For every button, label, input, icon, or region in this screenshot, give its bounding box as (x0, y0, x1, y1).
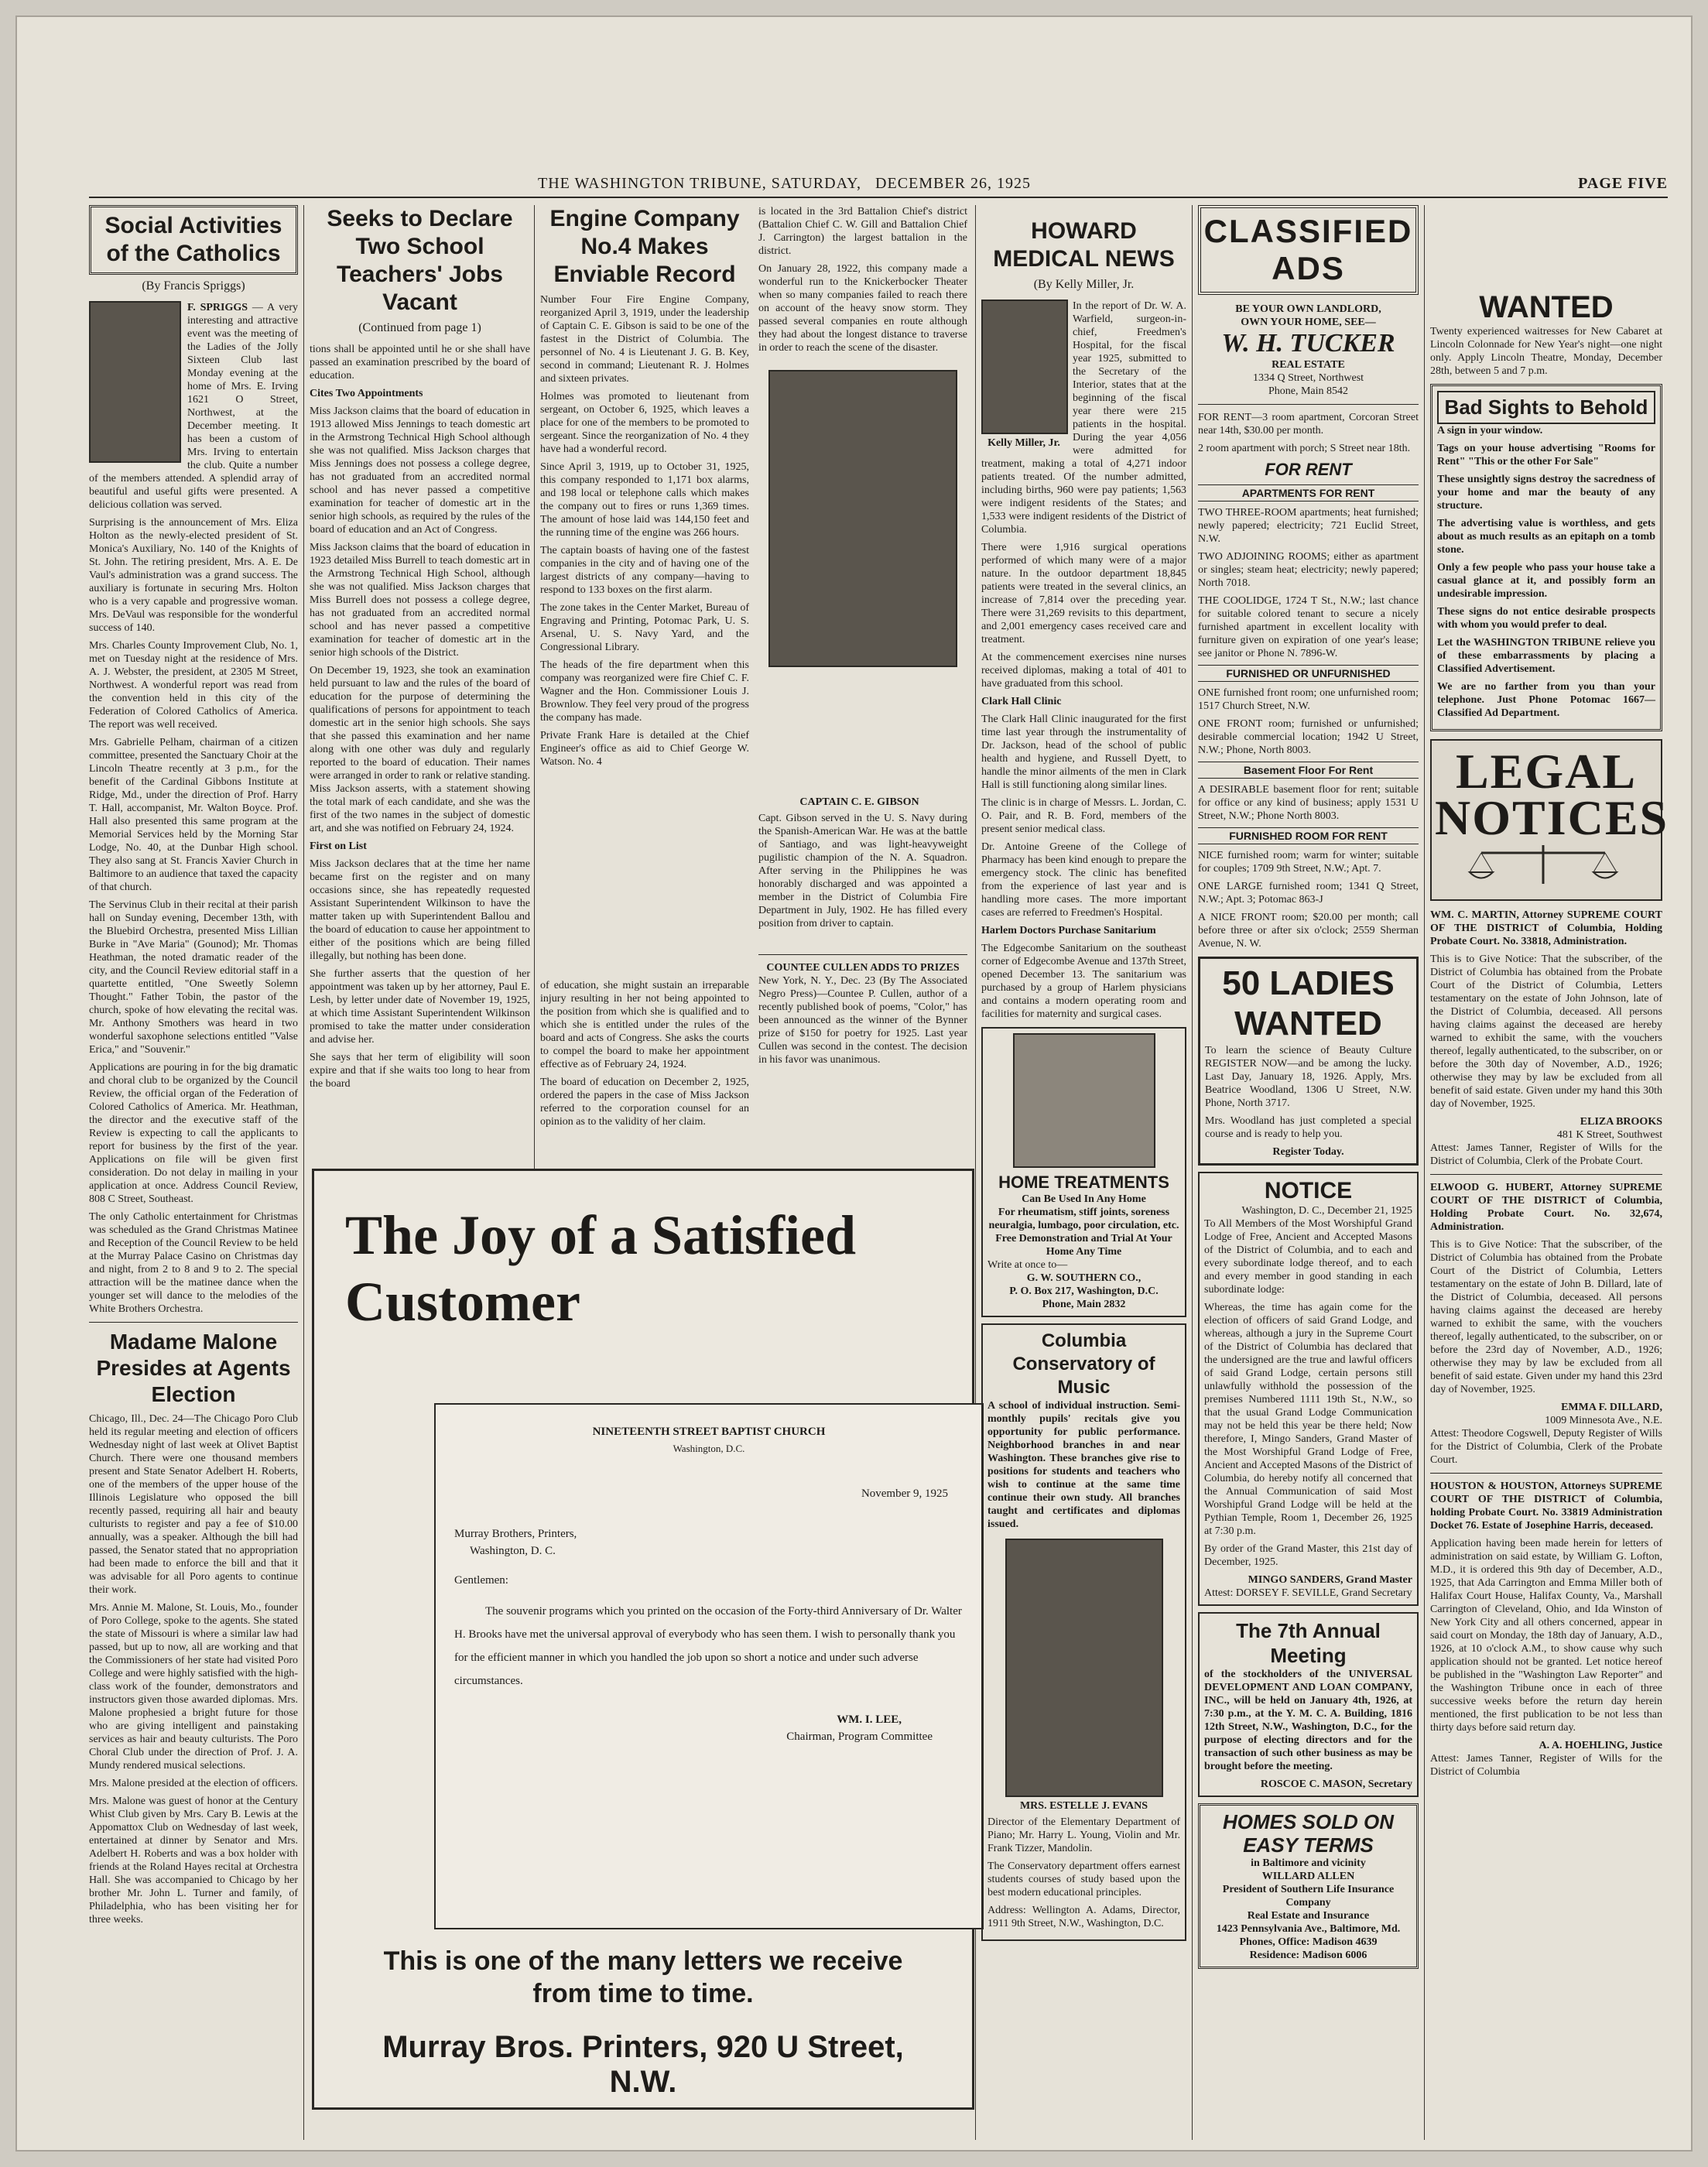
testimonial-letter (434, 1403, 984, 1929)
annual-meeting-notice: The 7th Annual Meeting of the stockholders of the UNIVERSAL DEVELOPMENT AND LOAN COMPANY, INC., will be held on January 4th, 1926, at 7:30 p.m., at the Y. M. C. A. Building, 1816 12th Street, N.W., Washington, D.C., for the purpose of electing directors and for the transaction of such other business as may be brought before the meeting. ROSCOE C. MASON, Secretary (1198, 1612, 1419, 1797)
legal-notices-banner (1430, 739, 1669, 901)
photo-caption: Kelly Miller, Jr. (987, 437, 1060, 449)
article-paragraph: She further asserts that the question of her appointment was taken up by her attorney, Paul E. Lesh, by letter under date of November 19, 1925, at which time Assistant Superintendent Wilkinson promised to take the matter under consideration and advise her. (310, 968, 530, 1046)
article-paragraph: Miss Jackson claims that the board of education in 1923 detailed Miss Burrell to teach domestic art in the Armstrong Technical High School, although she was not qualified. Miss Jackson charges that Miss Burrell does not possess a college degree, has not graduated from an accredited normal school and has never passed a competitive examination for teacher of domestic art in the senior high schools of the District. (310, 542, 530, 659)
article-paragraph: On December 19, 1923, she took an examination held pursuant to law and the rules of the board of education for the purpose of determining the qualifications of persons for appointment to teach domestic art in the senior high schools. She says that she passed this examination and her name along with one other was duly and regularly reported to the board of education. Their names were arranged in order to rank or relative standing. Miss Jackson asserts, with a statement showing the total mark of each candidate, and she was the first of the two names in the subject of domestic art, and she was notified on February 24, 1924. (310, 665, 530, 834)
article-paragraph: The Edgecombe Sanitarium on the southeast corner of Edgecombe Avenue and 137th Street, opened December 13. The sanitarium was purchased by a group of Harlem physicians and contains a modern operating room and facilities for maternity and surgical cases. (981, 943, 1186, 1020)
church-city: Washington, D.C. (673, 1443, 745, 1454)
letter-signature-title: Chairman, Program Committee (786, 1731, 933, 1743)
article-paragraph: Mrs. Gabrielle Pelham, chairman of a citizen committee, presented the Sanctuary Choir at the Lincoln Theatre recently at 3 p.m., for the benefit of the Cardinal Gibbons Institute at Ridge, Md., under the direction of Prof. Harry T. Hall, accompanist, Mr. Walton Boyce. Prof. Hall also presented this same program at the Memorial Services held by the Morning Star Lodge, No. 40, at the Dunbar High school. They also sang at St. Francis Xavier Church in Baltimore to an audience that taxed the capacity of that church. (89, 737, 298, 893)
letter-address-line: Murray Brothers, Printers, (454, 1528, 577, 1540)
article-paragraph: The clinic is in charge of Messrs. L. Jordan, C. O. Pair, and R. B. Ford, members of the present senior medical class. (981, 797, 1186, 835)
homes-sold-ad: HOMES SOLD ON EASY TERMS in Baltimore and vicinity WILLARD ALLEN President of Southern Life Insurance Company Real Estate and Insurance 1423 Pennsylvania Ave., Baltimore, Md. Phones, Office: Madison 4639 Residence: Madison 6006 (1198, 1803, 1419, 1969)
article-paragraph: The Clark Hall Clinic inaugurated for the first time last year through the instrumentality of Dr. Jackson, head of the school of public health and hygiene, and Russell Dyett, to handle the minor ailments of the men in Clark Hall is still functioning along similar lines. (981, 714, 1186, 791)
subhead: Clark Hall Clinic (981, 696, 1062, 707)
article-paragraph: The zone takes in the Center Market, Bureau of Engraving and Printing, Potomac Park, U. S. Arsenal, U. S. Navy Yard, and the Congressional Library. (540, 602, 749, 653)
column-wanted-legal: WANTED Twenty experienced waitresses for New Cabaret at Lincoln Colonnade for New Year's night—one night only. Apply Lincoln Theatre, Monday, December 28th, between 5 and 7 p.m. Bad Sights to Behold A sign in your window. Tags on your house advertising "Rooms for Rent" "This or the other For Sale" These unsightly signs destroy the sacredness of your home and mar the beauty of any structure. The advertising value is worthless, and gets about as much results as an epitaph on a tomb stone. Only a few people who pass your house take a casual glance at it, and possibly form an undesirable impression. These signs do not entice desirable prospects with whom you would prefer to deal. Let the WASHINGTON TRIBUNE relieve you of these embarrassments by placing a Classified Advertisement. We are no farther from you than your telephone. Just Phone Potomac 1667—Classified Ad Department. LEGAL NOTICES WM. C. MARTIN, Attorney SUPREME COURT OF THE DISTRICT of Columbia, Holding Probate Court. No. 33818, Administration. This is to Give Notice: That the subscriber, of the District of Columbia has obtained from the Probate Court of the District of Columbia, Letters testamentary on the estate of John Johnson, late of the District of Columbia, deceased. All persons having claims against the deceased are hereby warned to exhibit the same, with the vouchers thereof, legally authenticated, to the subscriber, on or before the 30th day of November, A.D., 1926; otherwise they may by law be excluded from all benefit of said estate. Given under my hand this 30th day of November, 1925. ELIZA BROOKS 481 K Street, Southwest Attest: James Tanner, Register of Wills for the District of Columbia, Clerk of the Probate Court. ELWOOD G. HUBERT, Attorney SUPREME COURT OF THE DISTRICT of Columbia, Holding Probate Court. No. 32,674, Administration. This is to Give Notice: That the subscriber, of the District of Columbia has obtained from the Probate Court of the District of Columbia, Letters testamentary on the estate of John B. Dillard, late of the District of Columbia, deceased. All persons having claims against the deceased are hereby warned to exhibit the same, with the vouchers thereof, legally authenticated, to the subscriber, on or before the 23rd day of November, A.D., 1926; otherwise they may by law be excluded from all benefit of said estate. Given under my hand this 23rd day of November, 1925. EMMA F. DILLARD, 1009 Minnesota Ave., N.E. Attest: Theodore Cogswell, Deputy Register of Wills for the District of Columbia, Clerk of the Probate Court. HOUSTON & HOUSTON, Attorneys SUPREME COURT OF THE DISTRICT of Columbia, holding Probate Court. No. 33819 Administration Docket 76. Estate of Josephine Harris, deceased. Application having been made herein for letters of administration on said estate, by William G. Lofton, M.D., it is ordered this 9th day of December, A.D., 1925, that Ada Carrington and Emma Miller both of Halifax Court House, Halifax County, Va., Marshall Carrington of Cleveland, Ohio, and Ida Winston of New York City and all others concerned, appear in said court on Monday, the 18th day of January, A.D., 1926, at 10 o'clock A.M., to show cause why such application should not be granted. Let notice hereof be published in the "Washington Law Reporter" and the Washington Tribune once in each of three successive weeks before the return day herein mentioned, the first publication to be not less than thirty days before said return day. A. A. HOEHLING, Justice Attest: James Tanner, Register of Wills for the District of Columbia (1430, 290, 1669, 1778)
article-paragraph: New York, N. Y., Dec. 23 (By The Associated Negro Press)—Countee P. Cullen, author of a recently published book of poems, "Color," has been announced as the winner of the Bynner prize of $150 for poetry for 1925. Last year Cullen was second in the contest. The decision in his favor was unanimous. (758, 975, 967, 1066)
article-paragraph: Mrs. Malone was guest of honor at the Century Whist Club given by Mrs. Cary B. Lewis at the Appomattox Club on Wednesday of last week, entertained at dinner by Senator and Mrs. Adelbert H. Roberts and was a box holder with friends at the Roland Hayes recital at Orchestra Hall. She was accompanied to Chicago by her brother Mr. John L. Turner and family, of Philadelphia, who has been visiting her for three weeks. (89, 1796, 298, 1926)
newspaper-page (15, 15, 1693, 2152)
letter-body: The souvenir programs which you printed on the occasion of the Forty-third Anniversary of Dr. Walter H. Brooks have met the universal approval of everybody who has seen them. I wish to personally thank you for the efficient manner in which you handled the job upon so short a notice and under such adverse circumstances. (454, 1605, 962, 1687)
tucker-name: W. H. TUCKER (1221, 329, 1395, 358)
article-paragraph: Miss Jackson claims that the board of education in 1913 allowed Miss Jennings to teach domestic art in the Armstrong Technical High School although she was not qualified. Miss Jackson charges that Miss Jennings does not possess a college degree, has not graduated from an accredited normal school and has never passed a competitive examination for teacher of domestic art in the senior high schools, as required by the rules of the board of education and an Act of Congress. (310, 406, 530, 536)
ad-headline: NOTICE (1264, 1178, 1353, 1203)
estelle-evans-photo (1005, 1539, 1163, 1797)
subhead-countee-cullen: COUNTEE CULLEN ADDS TO PRIZES (766, 962, 960, 974)
headline-social-activities: Social Activities of the Catholics (89, 205, 298, 275)
article-paragraph: Number Four Fire Engine Company, reorganized April 3, 1919, under the leadership of Captain C. E. Gibson is said to be one of the fastest in the District of Columbia. The personnel of No. 4 is Lieutenant J. G. B. Key, second in command; Lieutenant R. J. Holmes and sixteen privates. (540, 294, 749, 385)
article-paragraph: On January 28, 1922, this company made a wonderful run to the Knickerbocker Theater when so many companies failed to reach there on account of the heavy snow storm. They passed several companies en route although they had about the longest distance to traverse in order to reach the scene of the disaster. (758, 263, 967, 354)
article-paragraph: Applications are pouring in for the big dramatic and choral club to be organized by the Council Review, the official organ of the Federation of Colored Catholics of America. Mr. Heathman, the director and the executive staff of the Review is expecting to call the applicants to report for business by the first of the year. Applications on file will be given first consideration. Do not delay in mailing in your application at once. Address Council Review, 808 C Street, Southeast. (89, 1062, 298, 1205)
column-medical-news (981, 205, 1186, 2140)
ad-footer: Murray Bros. Printers, 920 U Street, N.W. (382, 2030, 904, 2099)
headline-madame-malone: Madame Malone Presides at Agents Election (96, 1330, 291, 1406)
article-paragraph: Holmes was promoted to lieutenant from sergeant, on October 6, 1925, which leaves a place for one of the members to be promoted to sergeant. Since the reorganization of No. 4 they have had a wonderful record. (540, 391, 749, 455)
byline-kelly-miller: (By Kelly Miller, Jr. (1033, 278, 1135, 291)
article-paragraph: Mrs. Charles County Improvement Club, No. 1, met on Tuesday night at the residence of Mrs. A. J. Webster, the president, at 2305 M Street, Northwest. A wonderful report was read from the convention held in this city of the Federation of Colored Catholics of America. The report was well received. (89, 640, 298, 731)
letter-date: November 9, 1925 (861, 1487, 948, 1500)
ad-headline: The 7th Annual Meeting (1236, 1619, 1381, 1667)
article-paragraph: Mrs. Malone presided at the election of officers. (89, 1778, 298, 1789)
article-paragraph: There were 1,916 surgical operations performed of which many were of a major nature. In the outdoor department 18,845 patients were treated in the several clinics, an increase of 7,814 over the preceding year. There were 31,269 revisits to this department, and 2,001 emergency cases received care and treatment. (981, 542, 1186, 645)
column-rule (303, 205, 304, 2140)
column-catholics (89, 205, 298, 2140)
article-paragraph: Chicago, Ill., Dec. 24—The Chicago Poro Club held its regular meeting and election of officers Wednesday night of last week at Olivet Baptist Church. There were one thousand members present and State Senator Adelbert H. Roberts, one of the members of the upper house of the Illinois Legislature who opposed the bill recently passed, requiring all hair and beauty culturists to register and pay a fee of $10.00 annually, was a speaker. Although the bill had passed, the Senator stated that no appropriation had been made to enforce the bill and that it was advisable for all Poro agents to continue their work. (89, 1413, 298, 1596)
column-classified: CLASSIFIED ADS BE YOUR OWN LANDLORD, OWN YOUR HOME, SEE— W. H. TUCKER REAL ESTATE 1334 Q Street, Northwest Phone, Main 8542 FOR RENT—3 room apartment, Corcoran Street near 14th, $30.00 per month. 2 room apartment with porch; S Street near 18th. FOR RENT APARTMENTS FOR RENT TWO THREE-ROOM apartments; heat furnished; newly papered; electricity; 721 Euclid Street, N.W. TWO ADJOINING ROOMS; either as apartment or singles; steam heat; electricity; newly papered; North 7018. THE COOLIDGE, 1724 T St., N.W.; last chance for suitable colored tenant to secure a nicely furnished apartment in excellent locality with furniture given on expiration of one year's lease; see janitor or Phone N. 7896-W. FURNISHED OR UNFURNISHED ONE furnished front room; one unfurnished room; 1517 Church Street, N.W. ONE FRONT room; furnished or unfurnished; desirable commercial location; 1942 U Street, N.W.; Phone, North 8003. Basement Floor For Rent A DESIRABLE basement floor for rent; suitable for office or any kind of business; apply 1531 U Street, N.W.; Phone North 8003. FURNISHED ROOM FOR RENT NICE furnished room; warm for winter; suitable for couples; 1709 9th Street, N.W.; Apt. 7. ONE LARGE furnished room; 1341 Q Street, N.W.; Apt. 3; Potomac 863-J A NICE FRONT room; $20.00 per month; call before three or after six o'clock; 2559 Sherman Avenue, N. W. 50 LADIES WANTED To learn the science of Beauty Culture REGISTER NOW—and be among the lucky. Last Day, January 18, 1926. Apply, Mrs. Beatrice Woodland, 1306 U Street, N.W. Phone, North 3717. Mrs. Woodland has just completed a special course and is ready to help you. Register Today. NOTICE Washington, D. C., December 21, 1925 To All Members of the Most Worshipful Grand Lodge of Free, Ancient and Accepted Masons of the District of Columbia, and to each and every subordinate lodge thereof, and to each and every member in good standing in each subordinate lodge: Whereas, the time has again come for the election of officers of said Grand Lodge, and whereas, although a jury in the Supreme Court of the District of Columbia has declared that the undersigned are the true and lawful officers of said Grand Lodge, certain persons still unlawfully withhold the possession of the premises Numbered 1111 19th St., N.W., so that the usual Grand Lodge Communication may not be held this year be there held; Now therefore, I, Mingo Sanders, Grand Master of the Most Worshipful Grand Lodge of Free, Ancient and Accepted Masons of the District of Columbia, do hereby notify all concerned that the Annual Communication of said Most Worshipful Grand Lodge will be held at the Pythian Temple, Room 1, December 26, 1925 at 7:30 p.m. By order of the Grand Master, this 21st day of December, 1925. MINGO SANDERS, Grand Master Attest: DORSEY F. SEVILLE, Grand Secretary The 7th Annual Meeting of the stockholders of the UNIVERSAL DEVELOPMENT AND LOAN COMPANY, INC., will be held on January 4th, 1926, at 7:30 p.m., at the Y. M. C. A. Building, 1816 12th Street, N.W., Washington, D.C., for the purpose of electing directors and for the transaction of such other business as may be brought before the meeting. ROSCOE C. MASON, Secretary HOMES SOLD ON EASY TERMS in Baltimore and vicinity WILLARD ALLEN President of Southern Life Insurance Company Real Estate and Insurance 1423 Pennsylvania Ave., Baltimore, Md. Phones, Office: Madison 4639 Residence: Madison 6006 (1198, 205, 1419, 2140)
letter-salutation: Gentlemen: (454, 1574, 508, 1587)
section-label: FURNISHED OR UNFURNISHED (1198, 665, 1419, 682)
column-rule (1424, 205, 1425, 2140)
article-paragraph: The heads of the fire department when this company was reorganized were fire Chief C. F. Wagner and the Hon. Commissioner Louis J. Brownlow. They feel very proud of the progress the company has made. (540, 659, 749, 724)
subhead: Cites Two Appointments (310, 388, 423, 399)
legal-notice-heading: HOUSTON & HOUSTON, Attorneys SUPREME COURT OF THE DISTRICT of Columbia, holding Probate Court. No. 33819 Administration Docket 76. Estate of Josephine Harris, deceased. (1430, 1481, 1662, 1532)
legal-notices-heading: LEGAL NOTICES (1435, 744, 1669, 845)
continued-note: (Continued from page 1) (358, 321, 481, 334)
captain-gibson-photo (768, 370, 957, 667)
issue-date: DECEMBER 26, 1925 (875, 175, 1031, 192)
legal-notice-heading: WM. C. MARTIN, Attorney SUPREME COURT OF THE DISTRICT of Columbia, Holding Probate Court. No. 33818, Administration. (1430, 909, 1662, 947)
photo-caption: CAPTAIN C. E. GIBSON (799, 796, 919, 808)
column-teachers (310, 205, 530, 1165)
article-paragraph: She says that her term of eligibility will soon expire and that if she waits too long to hear from the board (310, 1052, 530, 1090)
article-paragraph: of education, she might sustain an irreparable injury resulting in her not being appointed to the position from which she is qualified and to which she is entitled under the rules of the board and acts of Congress. She asks the courts to compel the board to make her appointment effective as of February 24, 1924. (540, 980, 749, 1070)
bad-sights-ad: Bad Sights to Behold A sign in your window. Tags on your house advertising "Rooms for Rent" "This or the other For Sale" These unsightly signs destroy the sacredness of your home and mar the beauty of any structure. The advertising value is worthless, and gets about as much results as an epitaph on a tomb stone. Only a few people who pass your house take a casual glance at it, and possibly form an undesirable impression. These signs do not entice desirable prospects with whom you would prefer to deal. Let the WASHINGTON TRIBUNE relieve you of these embarrassments by placing a Classified Advertisement. We are no farther from you than your telephone. Just Phone Potomac 1667—Classified Ad Department. (1430, 384, 1662, 731)
article-paragraph: The Servinus Club in their recital at their parish hall on Sunday evening, December 13th, with the Bluebird Orchestra, presented Miss Lillian Burke in "Ave Maria" (Gounod); Mr. Thomas Heathman, the noted dramatic reader of the city, and the Council Review editorial staff in a quartette entitled, "One Sweetly Solemn Thought." Father Tobin, the pastor of the church, spoke of how elevating the recital was. Mr. Anthony Smothers was heard in two wonderful saxophone selections entitled "Valse Erica," and "Souvenir." (89, 899, 298, 1056)
page-number: PAGE FIVE (1578, 175, 1668, 192)
article-paragraph: At the commencement exercises nine nurses received diplomas, making a total of 401 to have graduated from this school. (981, 652, 1186, 690)
portrait-photo (89, 301, 181, 463)
fifty-ladies-ad: 50 LADIES WANTED To learn the science of Beauty Culture REGISTER NOW—and be among the lucky. Last Day, January 18, 1926. Apply, Mrs. Beatrice Woodland, 1306 U Street, N.W. Phone, North 3717. Mrs. Woodland has just completed a special course and is ready to help you. Register Today. (1198, 957, 1419, 1166)
article-paragraph: The captain boasts of having one of the fastest companies in the city and of having one of the largest districts of any company—having to respond to 133 boxes on the first alarm. (540, 545, 749, 596)
column-engine-company (540, 205, 970, 1165)
photo-caption: F. SPRIGGS (187, 302, 248, 313)
ad-headline: Columbia Conservatory of Music (1012, 1330, 1155, 1398)
article-paragraph: Surprising is the announcement of Mrs. Eliza Holton as the newly-elected president of St. Monica's Auxiliary, No. 140 of the Knights of St. John. The retiring president, Mrs. A. E. De Vaul's administration was a grand success. The auxiliary is fortunate in securing Mrs. Holton who is a very capable and progressive woman. Mrs. DeVaul was responsible for the wonderful success of 140. (89, 517, 298, 634)
ad-headline: HOME TREATMENTS (998, 1173, 1169, 1192)
headline-howard-medical: HOWARD MEDICAL NEWS (993, 218, 1175, 272)
column-rule (1192, 205, 1193, 2140)
kelly-miller-photo (981, 300, 1068, 434)
letter-signature: WM. I. LEE, (837, 1713, 902, 1726)
murray-bros-ad (312, 1169, 974, 2110)
article-paragraph: Mrs. Annie M. Malone, St. Louis, Mo., founder of Poro College, spoke to the agents. She stated the state of Missouri is where a similar law had passed, but up to now, all are working and that the Commissioners of her state had visited Poro College and were highly satisfied with the high-class work of the founder, demonstrators and instructors given those awarded diplomas. Mrs. Malone prophesied a bright future for those who are giving intelligent and painstaking services as hair and beauty culturists. The Poro Choral Club under the direction of Prof. J. A. Mundy rendered musical selections. (89, 1602, 298, 1772)
article-paragraph: F. SPRIGGS — A very interesting and attractive event was the meeting of the Ladies of the Jolly Sixteen Club last Monday evening at the home of Mrs. E. Irving 1621 O Street, Northwest, at the December meeting. It has been a custom of Mrs. Irving to entertain the club. Quite a number of the members attended. A splendid array of beautiful and useful gifts were presented. A delicious collation was served. (89, 302, 298, 511)
article-paragraph: In the report of Dr. W. A. Warfield, surgeon-in-chief, Freedmen's Hospital, for the fiscal year 1925, submitted to the Secretary of the Interior, states that at the beginning of the fiscal year there were 215 patients in the hospital. During the year 4,056 were admitted for treatment, making a total of 4,271 indoor patients treated. Of the number admitted, including births, 960 were pay patients; 1,563 were indigent residents of the States; and 1,533 were indigent residents of the District of Columbia. (981, 300, 1186, 536)
conservatory-ad: Columbia Conservatory of Music A school of individual instruction. Semi-monthly pupils' recitals give you opportunity for public performance. Neighborhood branches in and near Washington. These branches give rise to positions for students and teachers who wish to continue at the same time continue their own study. All branches taught and certificates and diplomas issued. MRS. ESTELLE J. EVANS Director of the Elementary Department of Piano; Mr. Harry L. Young, Violin and Mr. Frank Tizzer, Mandolin. The Conservatory department offers earnest students courses of study based upon the best modern educational principles. Address: Wellington A. Adams, Director, 1911 9th Street, N.W., Washington, D.C. (981, 1323, 1186, 1941)
masonic-notice: NOTICE Washington, D. C., December 21, 1925 To All Members of the Most Worshipful Grand Lodge of Free, Ancient and Accepted Masons of the District of Columbia, and to each and every subordinate lodge thereof, and to each and every member in good standing in each subordinate lodge: Whereas, the time has again come for the election of officers of said Grand Lodge, and whereas, although a jury in the Supreme Court of the District of Columbia has declared that the undersigned are the true and lawful officers of said Grand Lodge, certain persons still unlawfully withhold the possession of the premises Numbered 1111 19th St., N.W., so that the usual Grand Lodge Communication may not be held this year be there held; Now therefore, I, Mingo Sanders, Grand Master of the Most Worshipful Grand Lodge of Free, Ancient and Accepted Masons of the District of Columbia, do hereby notify all concerned that the Annual Communication of said Most Worshipful Grand Lodge will be held at the Pythian Temple, Room 1, December 26, 1925 at 7:30 p.m. By order of the Grand Master, this 21st day of December, 1925. MINGO SANDERS, Grand Master Attest: DORSEY F. SEVILLE, Grand Secretary (1198, 1172, 1419, 1606)
article-paragraph: Dr. Antoine Greene of the College of Pharmacy has been kind enough to prepare the emergency stock. The clinic has benefited from the experience of last year and is handling more cases. The more important cases are referred to Freedmen's Hospital. (981, 841, 1186, 919)
headline-teachers: Seeks to Declare Two School Teachers' Jobs Vacant (327, 206, 513, 315)
legal-notice-heading: ELWOOD G. HUBERT, Attorney SUPREME COURT OF THE DISTRICT of Columbia, Holding Probate Court. No. 32,674, Administration. (1430, 1182, 1662, 1233)
ad-headline: Bad Sights to Behold (1437, 391, 1655, 424)
section-label: APARTMENTS FOR RENT (1198, 484, 1419, 502)
ad-tagline: This is one of the many letters we receive from time to time. (383, 1946, 903, 2008)
treatment-device-illustration (1013, 1033, 1155, 1168)
article-paragraph: tions shall be appointed until he or she shall have passed an examination prescribed by the board of education. (310, 344, 530, 382)
masthead (89, 170, 1668, 198)
article-paragraph: is located in the 3rd Battalion Chief's district (Battalion Chief C. W. Gill and Battalion Chief J. Carrington) the largest battalion in the district. (758, 206, 967, 257)
ad-headline: 50 LADIES WANTED (1222, 964, 1395, 1042)
article-paragraph: Capt. Gibson served in the U. S. Navy during the Spanish-American War. He was at the battle of Santiago, and was light-heavyweight pugilistic champion of the N. A. Squadron. After serving in the Philippines he was honorably discharged and was appointed a member in the District of Columbia Fire Department in July, 1902. He has filled every position from driver to captain. (758, 813, 967, 929)
paper-name: THE WASHINGTON TRIBUNE, SATURDAY, (538, 175, 862, 192)
ad-headline: HOMES SOLD ON EASY TERMS (1222, 1810, 1394, 1857)
section-label: FURNISHED ROOM FOR RENT (1198, 827, 1419, 844)
headline-engine-company: Engine Company No.4 Makes Enviable Record (549, 206, 740, 287)
article-paragraph: The board of education on December 2, 1925, ordered the papers in the case of Miss Jackson referred to the corporation counsel for an opinion as to the validity of her claim. (540, 1077, 749, 1128)
byline-spriggs: (By Francis Spriggs) (142, 279, 245, 293)
divider (89, 1322, 298, 1323)
home-treatments-ad: HOME TREATMENTS Can Be Used In Any Home For rheumatism, stiff joints, soreness neuralgia, lumbago, poor circulation, etc. Free Demonstration and Trial At Your Home Any Time Write at once to— G. W. SOUTHERN CO., P. O. Box 217, Washington, D.C. Phone, Main 2832 (981, 1027, 1186, 1317)
scales-of-justice-icon (1435, 841, 1652, 888)
section-heading: FOR RENT (1265, 460, 1352, 479)
subhead: First on List (310, 840, 367, 852)
subhead: Harlem Doctors Purchase Sanitarium (981, 925, 1156, 936)
article-paragraph: The only Catholic entertainment for Christmas was scheduled as the Grand Christmas Matinee and Reception of the Council Review to be held at the Murray Palace Casino on Christmas day and night, from 2 to 8 and 9 to 2. The special attraction will be the matinee dance when the younger set will dance to the melodies of the White Brothers Orchestra. (89, 1211, 298, 1315)
article-paragraph: Private Frank Hare is detailed at the Chief Engineer's office as aid to Chief George W. Watson. No. 4 (540, 730, 749, 768)
photo-caption: MRS. ESTELLE J. EVANS (1019, 1800, 1148, 1812)
article-paragraph: Since April 3, 1919, up to October 31, 1925, this company responded to 1,171 box alarms, and 198 local or telephone calls which makes the company out to fires or runs 1,369 times. The amount of hose laid was 144,150 feet and the running time of the engine was 266 hours. (540, 461, 749, 539)
section-label: Basement Floor For Rent (1198, 762, 1419, 779)
article-paragraph: Miss Jackson declares that at the time her name became first on the register and on many occasions since, she has repeatedly requested Assistant Superintendent Wilkinson to have the matter taken up with Superintendent Ballou and the board of education to cause her appointment to either of the positions which are being filled illegally, but nothing has been done. (310, 858, 530, 962)
letter-address-line: Washington, D. C. (470, 1545, 556, 1557)
ad-headline: The Joy of a Satisfied Customer (345, 1204, 857, 1333)
classified-header: CLASSIFIED ADS (1198, 205, 1419, 295)
column-rule (534, 205, 535, 1173)
church-name: NINETEENTH STREET BAPTIST CHURCH (592, 1426, 826, 1438)
wanted-heading: WANTED (1479, 290, 1614, 324)
